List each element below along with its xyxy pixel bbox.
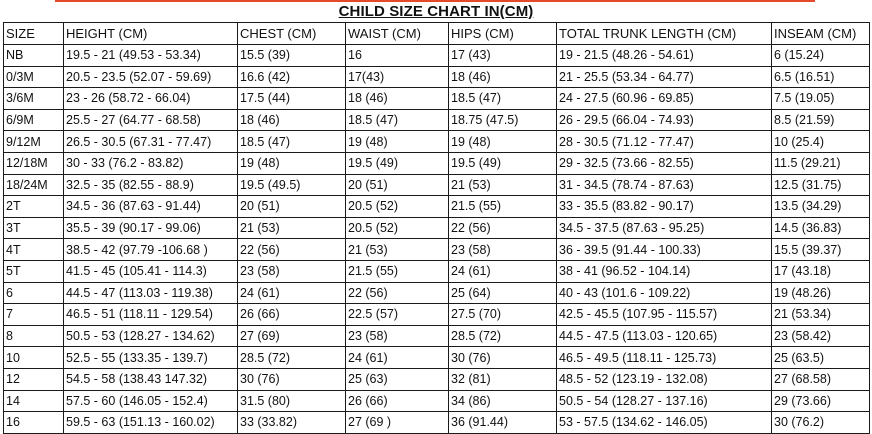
size-cell: 3T	[4, 217, 64, 239]
chest-cell: 26 (66)	[238, 304, 346, 326]
hips-cell: 32 (81)	[449, 368, 557, 390]
height-cell: 35.5 - 39 (90.17 - 99.06)	[64, 217, 238, 239]
waist-cell: 22 (56)	[346, 282, 449, 304]
inseam-cell: 19 (48.26)	[772, 282, 870, 304]
top-accent-rule	[55, 0, 815, 2]
trunk-length-cell: 24 - 27.5 (60.96 - 69.85)	[557, 88, 772, 110]
waist-cell: 25 (63)	[346, 368, 449, 390]
table-row	[4, 260, 870, 282]
inseam-cell: 14.5 (36.83)	[772, 217, 870, 239]
hips-cell: 22 (56)	[449, 217, 557, 239]
waist-cell: 16	[346, 45, 449, 67]
chest-cell: 30 (76)	[238, 368, 346, 390]
size-cell: 18/24M	[4, 174, 64, 196]
height-cell: 54.5 - 58 (138.43 147.32)	[64, 368, 238, 390]
trunk-length-cell: 50.5 - 54 (128.27 - 137.16)	[557, 390, 772, 412]
inseam-cell: 11.5 (29.21)	[772, 152, 870, 174]
inseam-cell: 6 (15.24)	[772, 45, 870, 67]
height-cell: 30 - 33 (76.2 - 83.82)	[64, 152, 238, 174]
chest-cell: 16.6 (42)	[238, 66, 346, 88]
chest-cell: 24 (61)	[238, 282, 346, 304]
waist-cell: 22.5 (57)	[346, 304, 449, 326]
height-cell: 23 - 26 (58.72 - 66.04)	[64, 88, 238, 110]
waist-cell: 19.5 (49)	[346, 152, 449, 174]
height-cell: 59.5 - 63 (151.13 - 160.02)	[64, 412, 238, 434]
chest-cell: 19 (48)	[238, 152, 346, 174]
trunk-length-cell: 26 - 29.5 (66.04 - 74.93)	[557, 109, 772, 131]
hips-cell: 17 (43)	[449, 45, 557, 67]
waist-cell: 23 (58)	[346, 325, 449, 347]
inseam-cell: 15.5 (39.37)	[772, 239, 870, 261]
hips-cell: 19 (48)	[449, 131, 557, 153]
trunk-length-cell: 40 - 43 (101.6 - 109.22)	[557, 282, 772, 304]
chest-cell: 27 (69)	[238, 325, 346, 347]
hips-cell: 36 (91.44)	[449, 412, 557, 434]
height-cell: 52.5 - 55 (133.35 - 139.7)	[64, 347, 238, 369]
inseam-cell: 6.5 (16.51)	[772, 66, 870, 88]
table-header-row	[4, 23, 870, 45]
hips-cell: 21.5 (55)	[449, 196, 557, 218]
trunk-length-cell: 33 - 35.5 (83.82 - 90.17)	[557, 196, 772, 218]
inseam-cell: 21 (53.34)	[772, 304, 870, 326]
height-cell: 41.5 - 45 (105.41 - 114.3)	[64, 260, 238, 282]
chest-cell: 20 (51)	[238, 196, 346, 218]
size-cell: 2T	[4, 196, 64, 218]
table-row	[4, 174, 870, 196]
chest-cell: 15.5 (39)	[238, 45, 346, 67]
inseam-cell: 13.5 (34.29)	[772, 196, 870, 218]
height-cell: 46.5 - 51 (118.11 - 129.54)	[64, 304, 238, 326]
hips-cell: 21 (53)	[449, 174, 557, 196]
height-cell: 50.5 - 53 (128.27 - 134.62)	[64, 325, 238, 347]
inseam-cell: 7.5 (19.05)	[772, 88, 870, 110]
chest-cell: 31.5 (80)	[238, 390, 346, 412]
size-cell: 6/9M	[4, 109, 64, 131]
waist-cell: 21 (53)	[346, 239, 449, 261]
size-cell: 3/6M	[4, 88, 64, 110]
chest-cell: 17.5 (44)	[238, 88, 346, 110]
hips-cell: 23 (58)	[449, 239, 557, 261]
column-header: TOTAL TRUNK LENGTH (CM)	[557, 23, 772, 45]
table-row	[4, 217, 870, 239]
trunk-length-cell: 42.5 - 45.5 (107.95 - 115.57)	[557, 304, 772, 326]
inseam-cell: 29 (73.66)	[772, 390, 870, 412]
size-cell: 4T	[4, 239, 64, 261]
waist-cell: 19 (48)	[346, 131, 449, 153]
height-cell: 26.5 - 30.5 (67.31 - 77.47)	[64, 131, 238, 153]
size-cell: 10	[4, 347, 64, 369]
column-header: CHEST (CM)	[238, 23, 346, 45]
size-cell: 12	[4, 368, 64, 390]
waist-cell: 26 (66)	[346, 390, 449, 412]
trunk-length-cell: 36 - 39.5 (91.44 - 100.33)	[557, 239, 772, 261]
size-cell: 8	[4, 325, 64, 347]
inseam-cell: 23 (58.42)	[772, 325, 870, 347]
table-row	[4, 109, 870, 131]
size-cell: 16	[4, 412, 64, 434]
inseam-cell: 8.5 (21.59)	[772, 109, 870, 131]
waist-cell: 24 (61)	[346, 347, 449, 369]
inseam-cell: 25 (63.5)	[772, 347, 870, 369]
inseam-cell: 27 (68.58)	[772, 368, 870, 390]
inseam-cell: 12.5 (31.75)	[772, 174, 870, 196]
hips-cell: 18.75 (47.5)	[449, 109, 557, 131]
table-row	[4, 45, 870, 67]
waist-cell: 20.5 (52)	[346, 217, 449, 239]
size-chart-table	[3, 22, 870, 434]
table-row	[4, 152, 870, 174]
table-row	[4, 304, 870, 326]
table-row	[4, 390, 870, 412]
waist-cell: 18.5 (47)	[346, 109, 449, 131]
waist-cell: 27 (69 )	[346, 412, 449, 434]
size-cell: 9/12M	[4, 131, 64, 153]
height-cell: 44.5 - 47 (113.03 - 119.38)	[64, 282, 238, 304]
hips-cell: 28.5 (72)	[449, 325, 557, 347]
table-row	[4, 325, 870, 347]
hips-cell: 34 (86)	[449, 390, 557, 412]
chest-cell: 18 (46)	[238, 109, 346, 131]
chest-cell: 18.5 (47)	[238, 131, 346, 153]
table-row	[4, 282, 870, 304]
trunk-length-cell: 53 - 57.5 (134.62 - 146.05)	[557, 412, 772, 434]
hips-cell: 19.5 (49)	[449, 152, 557, 174]
trunk-length-cell: 28 - 30.5 (71.12 - 77.47)	[557, 131, 772, 153]
hips-cell: 30 (76)	[449, 347, 557, 369]
chest-cell: 28.5 (72)	[238, 347, 346, 369]
table-row	[4, 347, 870, 369]
inseam-cell: 17 (43.18)	[772, 260, 870, 282]
trunk-length-cell: 21 - 25.5 (53.34 - 64.77)	[557, 66, 772, 88]
table-row	[4, 412, 870, 434]
size-cell: 0/3M	[4, 66, 64, 88]
trunk-length-cell: 46.5 - 49.5 (118.11 - 125.73)	[557, 347, 772, 369]
height-cell: 38.5 - 42 (97.79 -106.68 )	[64, 239, 238, 261]
table-row	[4, 88, 870, 110]
column-header: INSEAM (CM)	[772, 23, 870, 45]
height-cell: 57.5 - 60 (146.05 - 152.4)	[64, 390, 238, 412]
table-row	[4, 239, 870, 261]
height-cell: 32.5 - 35 (82.55 - 88.9)	[64, 174, 238, 196]
waist-cell: 17(43)	[346, 66, 449, 88]
table-row	[4, 368, 870, 390]
chest-cell: 33 (33.82)	[238, 412, 346, 434]
hips-cell: 25 (64)	[449, 282, 557, 304]
waist-cell: 21.5 (55)	[346, 260, 449, 282]
inseam-cell: 30 (76.2)	[772, 412, 870, 434]
chest-cell: 21 (53)	[238, 217, 346, 239]
trunk-length-cell: 19 - 21.5 (48.26 - 54.61)	[557, 45, 772, 67]
hips-cell: 24 (61)	[449, 260, 557, 282]
column-header: SIZE	[4, 23, 64, 45]
trunk-length-cell: 31 - 34.5 (78.74 - 87.63)	[557, 174, 772, 196]
column-header: HEIGHT (CM)	[64, 23, 238, 45]
chest-cell: 19.5 (49.5)	[238, 174, 346, 196]
waist-cell: 20.5 (52)	[346, 196, 449, 218]
size-cell: NB	[4, 45, 64, 67]
column-header: HIPS (CM)	[449, 23, 557, 45]
size-cell: 7	[4, 304, 64, 326]
table-row	[4, 131, 870, 153]
hips-cell: 18.5 (47)	[449, 88, 557, 110]
trunk-length-cell: 48.5 - 52 (123.19 - 132.08)	[557, 368, 772, 390]
hips-cell: 18 (46)	[449, 66, 557, 88]
waist-cell: 18 (46)	[346, 88, 449, 110]
height-cell: 25.5 - 27 (64.77 - 68.58)	[64, 109, 238, 131]
trunk-length-cell: 34.5 - 37.5 (87.63 - 95.25)	[557, 217, 772, 239]
table-row	[4, 66, 870, 88]
size-cell: 12/18M	[4, 152, 64, 174]
trunk-length-cell: 44.5 - 47.5 (113.03 - 120.65)	[557, 325, 772, 347]
chest-cell: 22 (56)	[238, 239, 346, 261]
size-cell: 5T	[4, 260, 64, 282]
trunk-length-cell: 29 - 32.5 (73.66 - 82.55)	[557, 152, 772, 174]
size-cell: 6	[4, 282, 64, 304]
page-title: CHILD SIZE CHART IN(CM)	[338, 3, 534, 20]
chest-cell: 23 (58)	[238, 260, 346, 282]
height-cell: 19.5 - 21 (49.53 - 53.34)	[64, 45, 238, 67]
column-header: WAIST (CM)	[346, 23, 449, 45]
table-row	[4, 196, 870, 218]
waist-cell: 20 (51)	[346, 174, 449, 196]
trunk-length-cell: 38 - 41 (96.52 - 104.14)	[557, 260, 772, 282]
inseam-cell: 10 (25.4)	[772, 131, 870, 153]
size-cell: 14	[4, 390, 64, 412]
height-cell: 34.5 - 36 (87.63 - 91.44)	[64, 196, 238, 218]
height-cell: 20.5 - 23.5 (52.07 - 59.69)	[64, 66, 238, 88]
table-body	[4, 45, 870, 434]
hips-cell: 27.5 (70)	[449, 304, 557, 326]
